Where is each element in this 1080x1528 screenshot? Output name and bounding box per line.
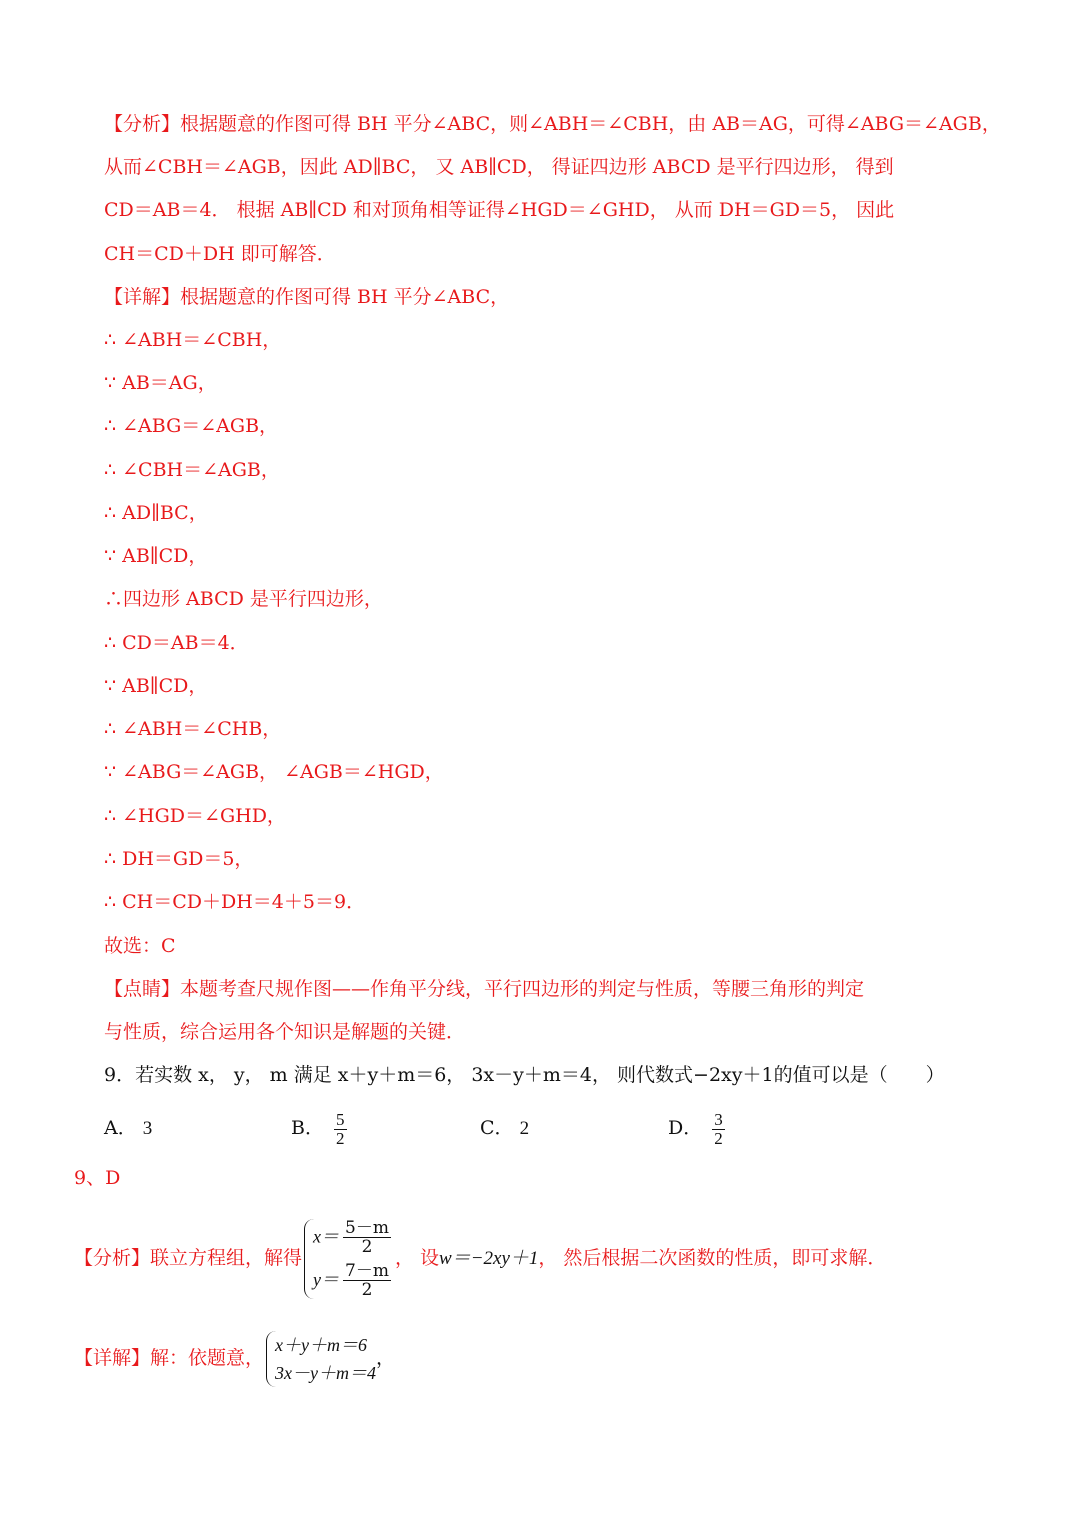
analysis-line-3: CD＝AB＝4． 根据 AB∥CD 和对顶角相等证得∠HGD＝∠GHD， 从而 DH＝GD＝5， 因此 [104, 199, 895, 221]
solution-x-denominator: 2 [361, 1237, 373, 1257]
solution-x [313, 1219, 395, 1256]
detail-step: ∴ ∠ABG＝∠AGB， [104, 415, 279, 437]
option-a [104, 1104, 152, 1153]
detail-step: ∴ ∠ABH＝∠CHB， [104, 718, 282, 740]
answer-9-analysis-mid: ， 设 [394, 1247, 440, 1269]
answer-9-detail [74, 1328, 395, 1388]
option-d-denominator: 2 [714, 1128, 723, 1148]
answer-9-analysis-pre: 联立方程组，解得 [150, 1247, 303, 1269]
detail-step: ∵ ∠ABG＝∠AGB， ∠AGB＝∠HGD， [104, 761, 444, 783]
option-c-label: C． [480, 1117, 514, 1139]
option-c [480, 1104, 529, 1153]
option-a-label: A． [104, 1117, 137, 1139]
detail-intro: 根据题意的作图可得 BH 平分∠ABC， [180, 286, 510, 308]
equation-2: 3x－y＋m＝4 [275, 1363, 377, 1383]
answer-9-detail-pre: 解：依题意， [150, 1347, 265, 1369]
solution-y-denominator: 2 [361, 1280, 373, 1300]
detail-step: ∵ AB∥CD， [104, 545, 208, 567]
comment-line-2: 与性质，综合运用各个知识是解题的关键． [104, 1021, 466, 1043]
equation-1: x＋y＋m＝6 [275, 1335, 368, 1355]
option-b-denominator: 2 [336, 1128, 345, 1148]
solution-x-lhs: x＝ [313, 1226, 340, 1247]
detail-intro-line [104, 285, 509, 309]
answer-9-analysis-post: ， 然后根据二次函数的性质，即可求解． [538, 1247, 887, 1269]
option-c-value: 2 [519, 1118, 530, 1139]
solution-y-lhs: y＝ [313, 1269, 340, 1290]
comment-line-1 [104, 977, 864, 1001]
detail-answer: 故选：C [104, 935, 176, 957]
detail-step: ∴ ∠HGD＝∠GHD， [104, 805, 286, 827]
option-d-numerator: 3 [714, 1109, 723, 1129]
option-a-value: 3 [142, 1118, 153, 1139]
detail-tag: 【详解】 [104, 286, 181, 308]
option-b-fraction [334, 1111, 347, 1148]
detail-step: ∵ AB＝AG， [104, 372, 217, 394]
answer-9-analysis-expr: w＝−2xy＋1 [439, 1248, 539, 1269]
option-d [668, 1104, 729, 1152]
answer-9-detail-tag: 【详解】 [74, 1347, 151, 1369]
detail-step: ∴ CD＝AB＝4． [104, 632, 249, 654]
analysis-tag: 【分析】 [104, 113, 181, 135]
solution-system [304, 1219, 395, 1299]
option-d-label: D． [668, 1117, 703, 1139]
detail-step: ∴ AD∥BC， [104, 502, 208, 524]
answer-9-detail-post: ， [376, 1347, 396, 1369]
detail-step: ∴ ∠CBH＝∠AGB， [104, 459, 280, 481]
option-b [291, 1104, 351, 1152]
analysis-line-2: 从而∠CBH＝∠AGB，因此 AD∥BC， 又 AB∥CD， 得证四边形 ABCD 是平行四边形， 得到 [104, 156, 894, 178]
solution-x-fraction [343, 1219, 391, 1256]
solution-y-numerator: 7－m [345, 1261, 389, 1281]
answer-9-analysis [74, 1208, 886, 1308]
detail-step: ∵ AB∥CD， [104, 675, 208, 697]
detail-step: ∴四边形 ABCD 是平行四边形， [104, 588, 383, 610]
analysis-line-1 [104, 112, 1001, 136]
equation-system [266, 1331, 376, 1387]
answer-9-heading: 9、D [74, 1167, 121, 1189]
detail-step: ∴ DH＝GD＝5， [104, 848, 254, 870]
solution-y [313, 1262, 395, 1299]
solution-y-fraction [343, 1262, 391, 1299]
solution-x-numerator: 5－m [345, 1218, 389, 1238]
detail-step: ∴ CH＝CD＋DH＝4＋5＝9． [104, 891, 366, 913]
answer-9-analysis-tag: 【分析】 [74, 1247, 151, 1269]
analysis-line-4: CH＝CD＋DH 即可解答． [104, 243, 336, 265]
option-d-fraction [712, 1111, 725, 1148]
comment-text-1: 本题考查尺规作图——作角平分线，平行四边形的判定与性质，等腰三角形的判定 [180, 978, 865, 1000]
option-b-numerator: 5 [336, 1109, 345, 1129]
option-b-label: B． [291, 1117, 324, 1139]
analysis-text-1: 根据题意的作图可得 BH 平分∠ABC，则∠ABH＝∠CBH，由 AB＝AG，可得∠ABG＝∠AGB， [180, 113, 1001, 135]
comment-tag: 【点睛】 [104, 978, 181, 1000]
detail-step: ∴ ∠ABH＝∠CBH， [104, 329, 282, 351]
question-9-stem: 9．若实数 x， y， m 满足 x＋y＋m＝6， 3x－y＋m＝4， 则代数式−2xy＋1的值可以是（ ） [104, 1064, 945, 1086]
